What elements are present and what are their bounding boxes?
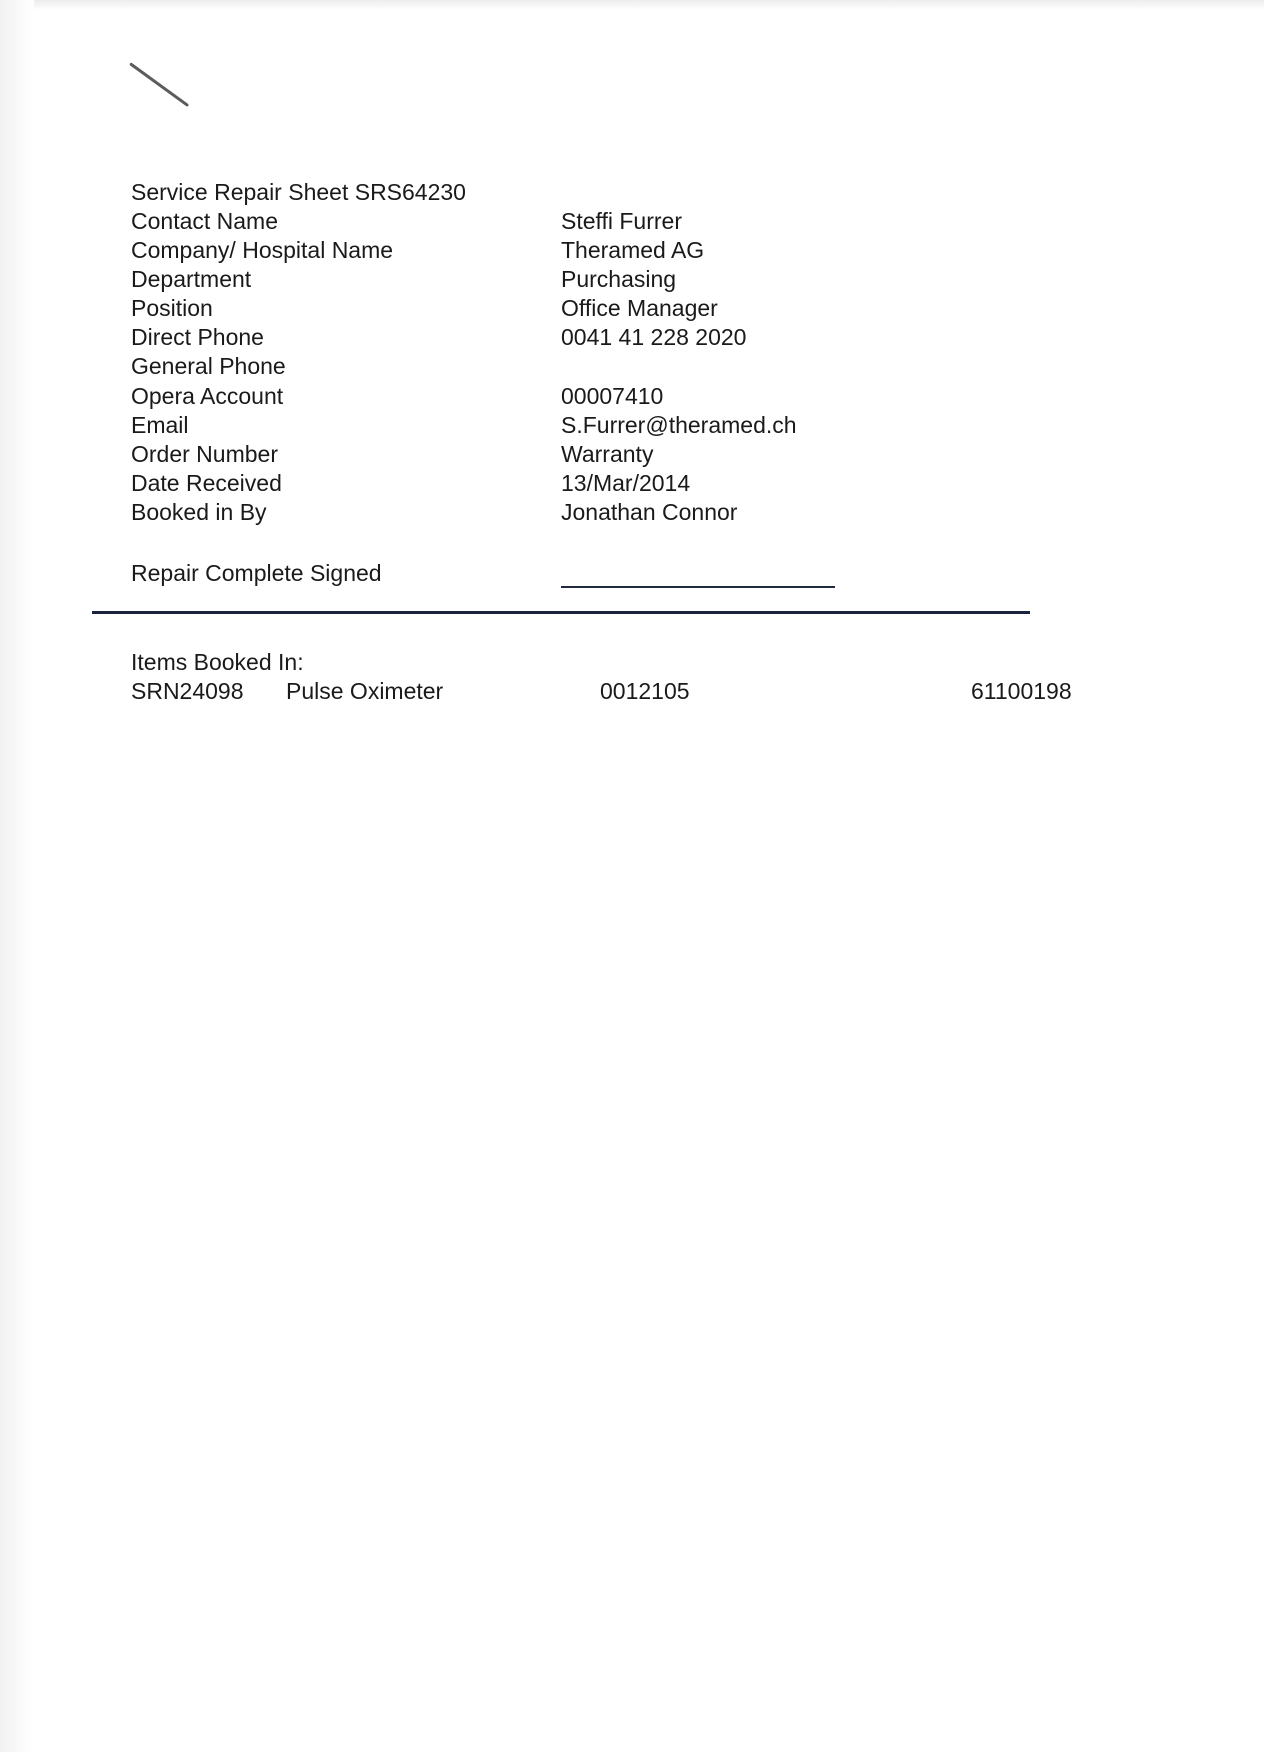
signature-line xyxy=(561,586,835,588)
field-value-position: Office Manager xyxy=(561,295,718,321)
field-label-contact-name: Contact Name xyxy=(131,208,279,234)
field-value-department: Purchasing xyxy=(561,266,677,292)
item-code: 0012105 xyxy=(600,678,690,704)
scan-shadow-left xyxy=(0,0,34,1752)
scan-shadow-top xyxy=(0,0,1264,10)
section-divider xyxy=(92,611,1030,614)
field-value-direct-phone: 0041 41 228 2020 xyxy=(561,324,747,350)
field-label-booked-in-by: Booked in By xyxy=(131,499,267,525)
field-value-email: S.Furrer@theramed.ch xyxy=(561,412,797,438)
field-value-company: Theramed AG xyxy=(561,237,705,263)
items-heading: Items Booked In: xyxy=(131,649,304,675)
field-label-position: Position xyxy=(131,295,213,321)
item-serial: 61100198 xyxy=(971,678,1072,704)
staple-mark xyxy=(129,62,189,107)
item-ref: SRN24098 xyxy=(131,678,244,704)
signature-label: Repair Complete Signed xyxy=(131,560,382,586)
field-value-order-number: Warranty xyxy=(561,441,654,467)
field-label-direct-phone: Direct Phone xyxy=(131,324,264,350)
sheet-title: Service Repair Sheet SRS64230 xyxy=(131,179,466,205)
field-label-company: Company/ Hospital Name xyxy=(131,237,394,263)
field-value-date-received: 13/Mar/2014 xyxy=(561,470,691,496)
field-label-email: Email xyxy=(131,412,189,438)
field-value-opera-account: 00007410 xyxy=(561,383,664,409)
field-label-general-phone: General Phone xyxy=(131,353,286,379)
field-label-opera-account: Opera Account xyxy=(131,383,284,409)
field-label-date-received: Date Received xyxy=(131,470,282,496)
item-description: Pulse Oximeter xyxy=(286,678,444,704)
field-value-booked-in-by: Jonathan Connor xyxy=(561,499,738,525)
field-label-department: Department xyxy=(131,266,252,292)
field-value-contact-name: Steffi Furrer xyxy=(561,208,682,234)
field-label-order-number: Order Number xyxy=(131,441,278,467)
